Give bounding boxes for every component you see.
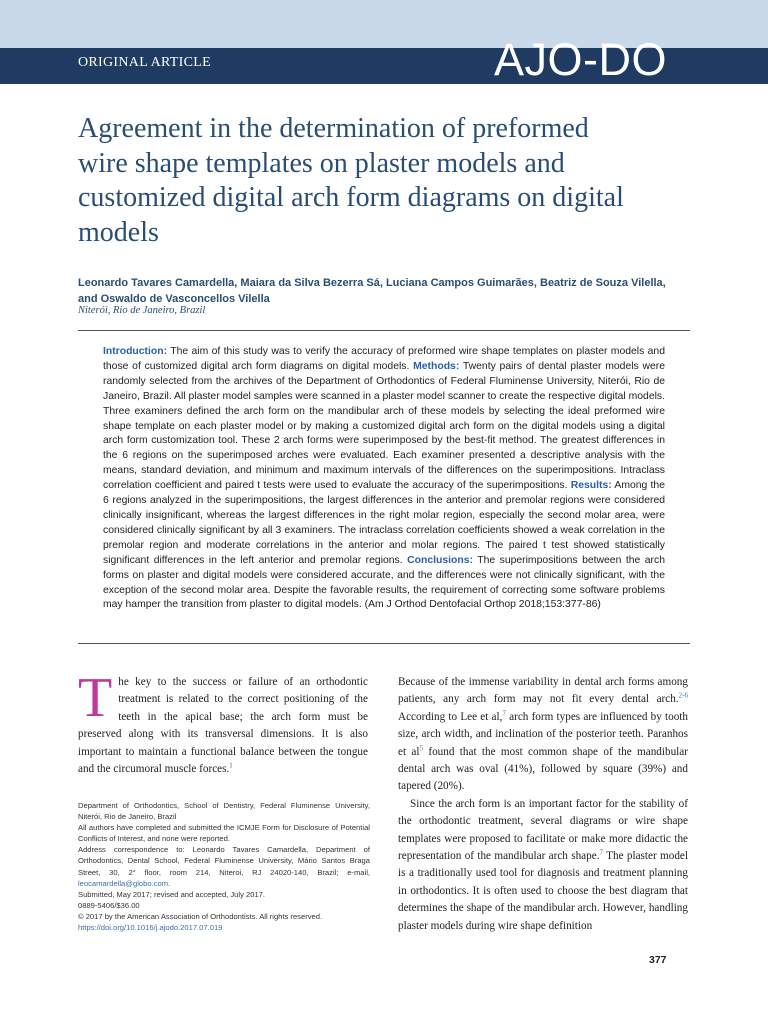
doi-link[interactable]: https://doi.org/10.1016/j.ajodo.2017.07.019 [78,923,223,933]
footnotes [78,800,370,933]
abstract-conclusions-heading: Conclusions: [407,554,473,566]
abstract-results-heading: Results: [570,480,612,492]
footnote-issn: 0889-5406/$36.00 [78,900,140,910]
abstract-methods-heading: Methods: [413,360,460,372]
email-link[interactable]: leocamardella@globo.com [78,878,169,888]
body-text: found that the most common shape of the mandibular dental arch was oval (41%), followed by square (39%) and tapered (20%). [398,745,688,793]
abstract [103,345,665,613]
body-left-column [78,667,368,778]
article-title: Agreement in the determination of preformed wire shape templates on plaster models and customized digital arch form diagrams on digital models [78,113,624,248]
citation-ref[interactable]: 1 [229,761,233,770]
citation-ref[interactable]: 7 [502,709,506,718]
abstract-methods-text: Twenty pairs of dental plaster models were randomly selected from the archives of the Department of Orthodontics of Federal Fluminense University, Niterói, Rio de Janeiro, Brazil. All plaster model samples were scanned in a plaster model scanner to create the respective digital models. Three examiners defined the arch form on the mandibular arch of these models by selecting the ideal preformed wire shape template on each plaster model or by making a customized digital arch form on the digital models using a digital arch form customization tool. These 2 arch forms were superimposed by the best-fit method. The greatest differences in the 6 regions on the superimposed arches were evaluated. Each examiner presented a descriptive analysis with the means, standard deviation, and minimum and maximum intervals of the differences on the superimpositions. Intraclass correlation coefficient and paired t tests were used to evaluate the accuracy of the superimpositions. [103,360,665,492]
abstract-intro-heading: Introduction: [103,346,168,357]
section-label: ORIGINAL ARTICLE [78,55,211,70]
body-text: arch form types are influenced by tooth size, arch width, and inclination of the posterior teeth. Paranhos et al [398,710,688,758]
footnote-submitted: Submitted, May 2017; revised and accepted, July 2017. [78,889,266,899]
intro-paragraph [78,667,368,778]
paragraph-arch-templates [398,796,688,935]
abstract-conclusions-text: The superimpositions between the arch forms on plaster and digital models were considered accurate, and the differences were not clinically significant, with the exception of the second molar area. Despite the favorable results, the requirement of correcting some software problems may hamper the transition from plaster to digital models. (Am J Orthod Dentofacial Orthop 2018;153:377-86) [103,554,665,611]
body-right-column [398,674,688,935]
body-text: The plaster model is a traditionally used tool for diagnosis and treatment planning in orthodontics. It is often used to choose the best diagram that determines the shape of the mandibular arch. However, handling plaster models during wire shape definition [398,850,688,932]
footnote-address-end: . [168,878,171,888]
body-text: Since the arch form is an important factor for the stability of the orthodontic treatment, several diagrams or wire shape templates were proposed to facilitate or make more didactic the representation of the mandibular arch shape. [398,797,688,863]
page-number: 377 [649,954,667,966]
abstract-top-rule [78,330,690,331]
intro-text: he key to the success or failure of an orthodontic treatment is related to the correct positioning of the teeth in the apical base; the arch form must be preserved along with its transversal dimensions. It is also important to maintain a functional balance between the tongue and the circumoral muscle forces. [78,676,368,776]
citation-ref[interactable]: 7 [599,848,604,857]
abstract-intro-text: The aim of this study was to verify the accuracy of preformed wire shape templates on plaster models and those of customized digital arch form diagrams on digital models. [103,346,665,372]
footnote-copyright: © 2017 by the American Association of Orthodontists. All rights reserved. [78,911,323,921]
abstract-bottom-rule [78,643,690,644]
author-line-1: Leonardo Tavares Camardella, Maiara da Silva Bezerra Sá, Luciana Campos Guimarães, Beatriz de Souza Vilella, [78,277,666,289]
paragraph-arch-variability [398,674,688,796]
abstract-results-text: Among the 6 regions analyzed in the superimpositions, the largest differences in the anterior and premolar regions were considered clinically insignificant, whereas the largest differences in the right molar region, especially the second molar area, were considered clinically significant by all 3 examiners. The intraclass correlation coefficients showed a weak correlation in the premolar region and moderate correlations in the anterior and molar regions. The paired t test showed statistically significant differences in the left anterior and premolar regions. [103,480,665,566]
journal-logo: AJO-DO [494,34,668,85]
citation-ref[interactable]: 5 [419,743,423,752]
drop-cap: T [78,667,113,729]
citation-ref[interactable]: 2-6 [678,691,688,700]
body-text: According to Lee et al, [398,710,503,723]
footnote-address [78,844,370,888]
author-list [78,276,698,307]
author-line-2: and Oswaldo de Vasconcellos Vilella [78,292,270,305]
affiliation: Niterói, Rio de Janeiro, Brazil [78,305,206,316]
footnote-department: Department of Orthodontics, School of Dentistry, Federal Fluminense University, Niterói, Rio de Janeiro, Brazil [78,801,370,822]
footnote-conflicts: All authors have completed and submitted the ICMJE Form for Disclosure of Potential Conflicts of Interest, and none were reported. [78,823,370,844]
footnote-address-text: Address correspondence to: Leonardo Tavares Camardella, Department of Orthodontics, Dental School, Federal Fluminense University, Mário Santos Braga Street, 30, 2° floor, room 214, Niteroi, RJ 24020-140, Brazil; e-mail, [78,845,370,877]
body-text: Because of the immense variability in dental arch forms among patients, any arch form may not fit every dental arch. [398,676,688,706]
